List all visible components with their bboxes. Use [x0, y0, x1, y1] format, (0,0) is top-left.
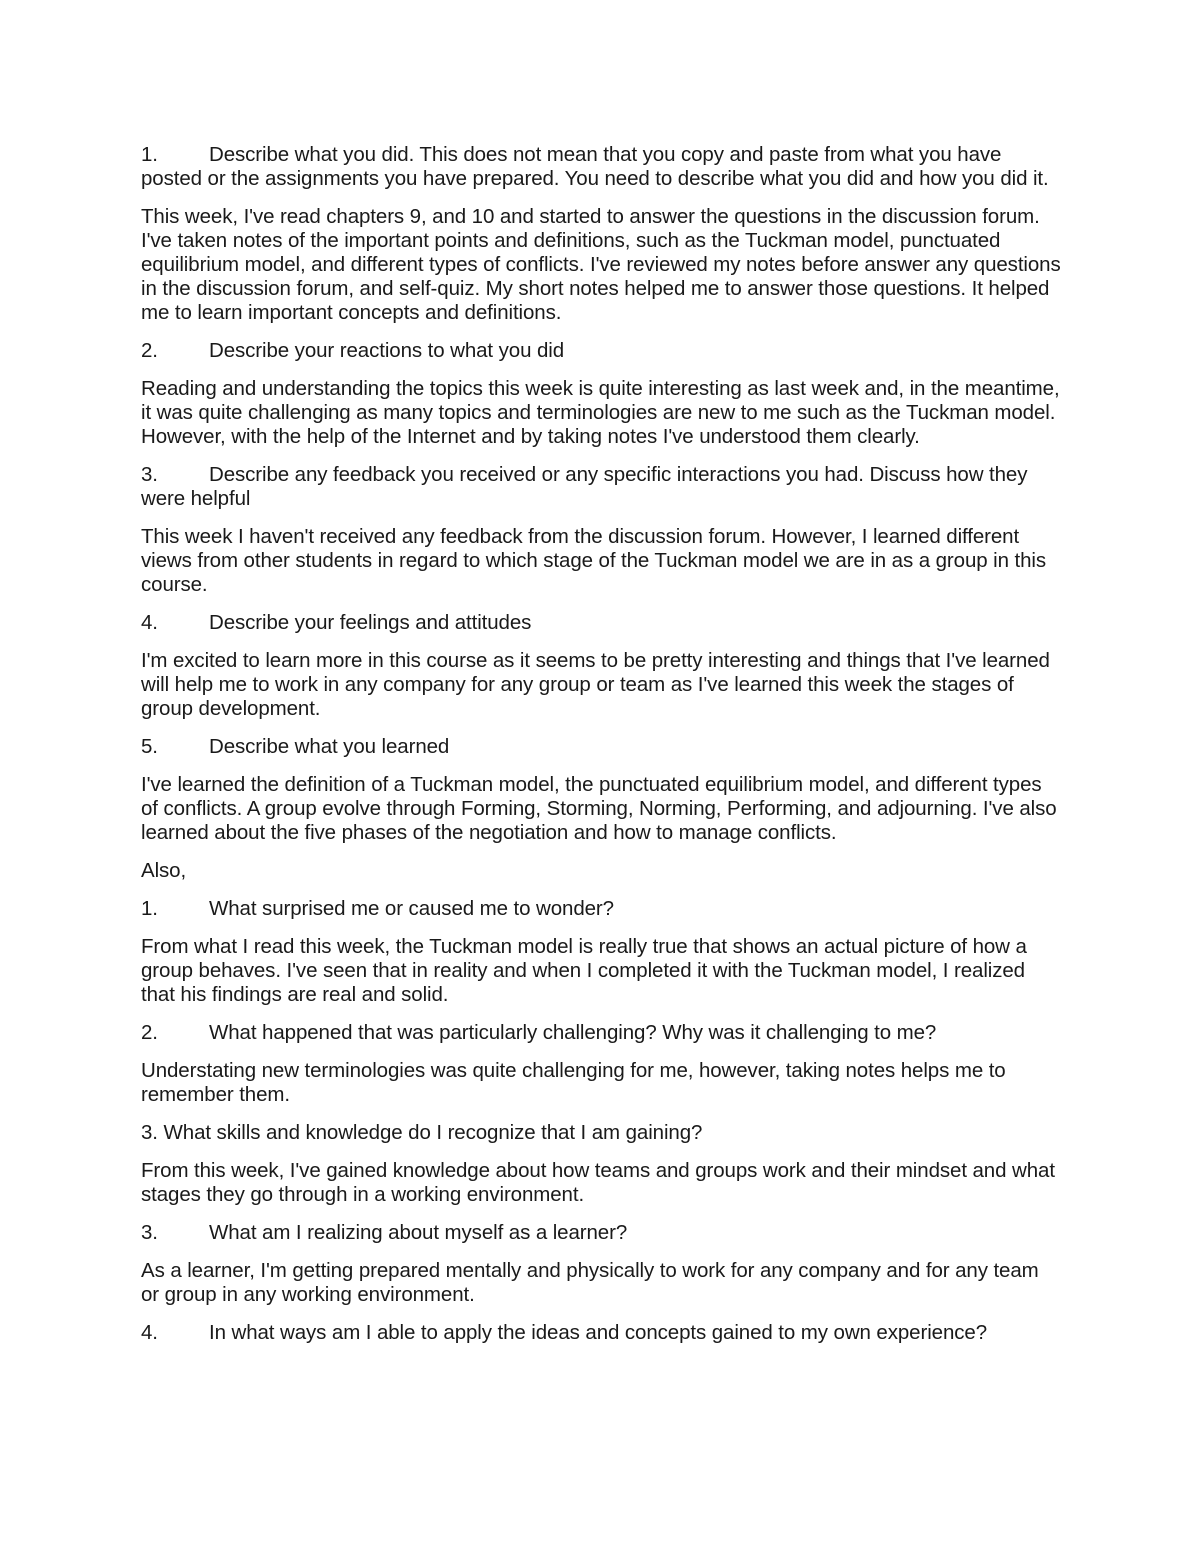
answer-4: I'm excited to learn more in this course as it seems to be pretty interesting and things that I've learned will help me to work in any company for any group or team as I've learned this week the stages of group development.: [141, 649, 1050, 720]
question-text: Describe your reactions to what you did: [209, 339, 565, 362]
document-page: [141, 143, 1061, 1359]
question-text: In what ways am I able to apply the ideas and concepts gained to my own experience?: [209, 1321, 988, 1344]
answer-3: This week I haven't received any feedback from the discussion forum. However, I learned different views from other students in regard to which stage of the Tuckman model we are in as a group in this course.: [141, 525, 1046, 596]
question-2: [141, 339, 1061, 363]
also-question-3b: [141, 1221, 1061, 1245]
question-number: 3.: [141, 1121, 158, 1144]
also-question-4: [141, 1321, 1061, 1345]
question-number: 1.: [141, 143, 158, 166]
question-number: 1.: [141, 897, 158, 920]
question-text: Describe any feedback you received or any specific interactions you had. Discuss how they were helpful: [141, 463, 1028, 510]
question-1: [141, 143, 1061, 191]
also-label: Also,: [141, 859, 187, 882]
question-number: 4.: [141, 611, 158, 634]
also-question-3: [141, 1121, 1061, 1145]
question-text: What happened that was particularly challenging? Why was it challenging to me?: [209, 1021, 937, 1044]
answer-5: I've learned the definition of a Tuckman model, the punctuated equilibrium model, and different types of conflicts. A group evolve through Forming, Storming, Norming, Performing, and adjourning. I've also learned about the five phases of the negotiation and how to manage conflicts.: [141, 773, 1057, 844]
question-number: 3.: [141, 1221, 158, 1244]
question-text: What surprised me or caused me to wonder?: [209, 897, 614, 920]
also-answer-2: Understating new terminologies was quite challenging for me, however, taking notes helps me to remember them.: [141, 1059, 1006, 1106]
question-number: 2.: [141, 1021, 158, 1044]
question-text: Describe what you did. This does not mean that you copy and paste from what you have posted or the assignments you have prepared. You need to describe what you did and how you did it.: [141, 143, 1049, 190]
question-text: Describe your feelings and attitudes: [209, 611, 532, 634]
also-answer-3b: As a learner, I'm getting prepared mentally and physically to work for any company and for any team or group in any working environment.: [141, 1259, 1039, 1306]
question-number: 2.: [141, 339, 158, 362]
also-question-1: [141, 897, 1061, 921]
question-4: [141, 611, 1061, 635]
answer-1: This week, I've read chapters 9, and 10 and started to answer the questions in the discussion forum. I've taken notes of the important points and definitions, such as the Tuckman model, punctuated equilibrium model, and different types of conflicts. I've reviewed my notes before answer any questions in the discussion forum, and self-quiz. My short notes helped me to answer those questions. It helped me to learn important concepts and definitions.: [141, 205, 1061, 324]
question-number: 3.: [141, 463, 158, 486]
also-question-2: [141, 1021, 1061, 1045]
answer-2: Reading and understanding the topics this week is quite interesting as last week and, in the meantime, it was quite challenging as many topics and terminologies are new to me such as the Tuckman model. However, with the help of the Internet and by taking notes I've understood them clearly.: [141, 377, 1060, 448]
also-answer-3: From this week, I've gained knowledge about how teams and groups work and their mindset and what stages they go through in a working environment.: [141, 1159, 1055, 1206]
also-answer-1: From what I read this week, the Tuckman model is really true that shows an actual picture of how a group behaves. I've seen that in reality and when I completed it with the Tuckman model, I realized that his findings are real and solid.: [141, 935, 1027, 1006]
question-text: Describe what you learned: [209, 735, 450, 758]
question-text: What skills and knowledge do I recognize that I am gaining?: [163, 1121, 703, 1144]
question-number: 4.: [141, 1321, 158, 1344]
question-3: [141, 463, 1061, 511]
question-number: 5.: [141, 735, 158, 758]
question-5: [141, 735, 1061, 759]
question-text: What am I realizing about myself as a learner?: [209, 1221, 628, 1244]
